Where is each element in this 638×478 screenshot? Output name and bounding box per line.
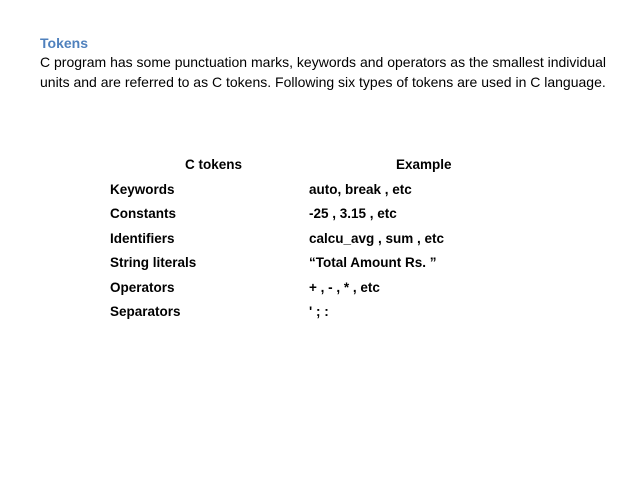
token-name: Identifiers [110, 230, 175, 246]
token-example: -25 , 3.15 , etc [309, 206, 397, 221]
token-name: Constants [110, 206, 177, 221]
table-row [0, 280, 638, 305]
table-header-row [0, 157, 638, 182]
table-row [0, 255, 638, 280]
token-name: Keywords [110, 181, 175, 197]
token-example: calcu_avg , sum , etc [309, 230, 445, 246]
header-example: Example [396, 157, 452, 172]
token-example: ' ; : [309, 304, 329, 319]
table-row [0, 231, 638, 256]
token-example: auto, break , etc [309, 181, 412, 197]
intro-paragraph: C program has some punctuation marks, keywords and operators as the smallest individual units and are referred to as C tokens. Following six types of tokens are used in C language. [40, 54, 606, 90]
table-row [0, 304, 638, 329]
tokens-table [0, 157, 638, 329]
table-row [0, 182, 638, 207]
section-heading: Tokens [40, 35, 88, 51]
token-name: Operators [110, 279, 175, 295]
token-example: “Total Amount Rs. ” [309, 255, 437, 270]
token-example: + , - , * , etc [309, 279, 380, 295]
token-name: Separators [110, 304, 181, 319]
token-name: String literals [110, 255, 197, 270]
table-row [0, 206, 638, 231]
header-c-tokens: C tokens [185, 157, 243, 172]
